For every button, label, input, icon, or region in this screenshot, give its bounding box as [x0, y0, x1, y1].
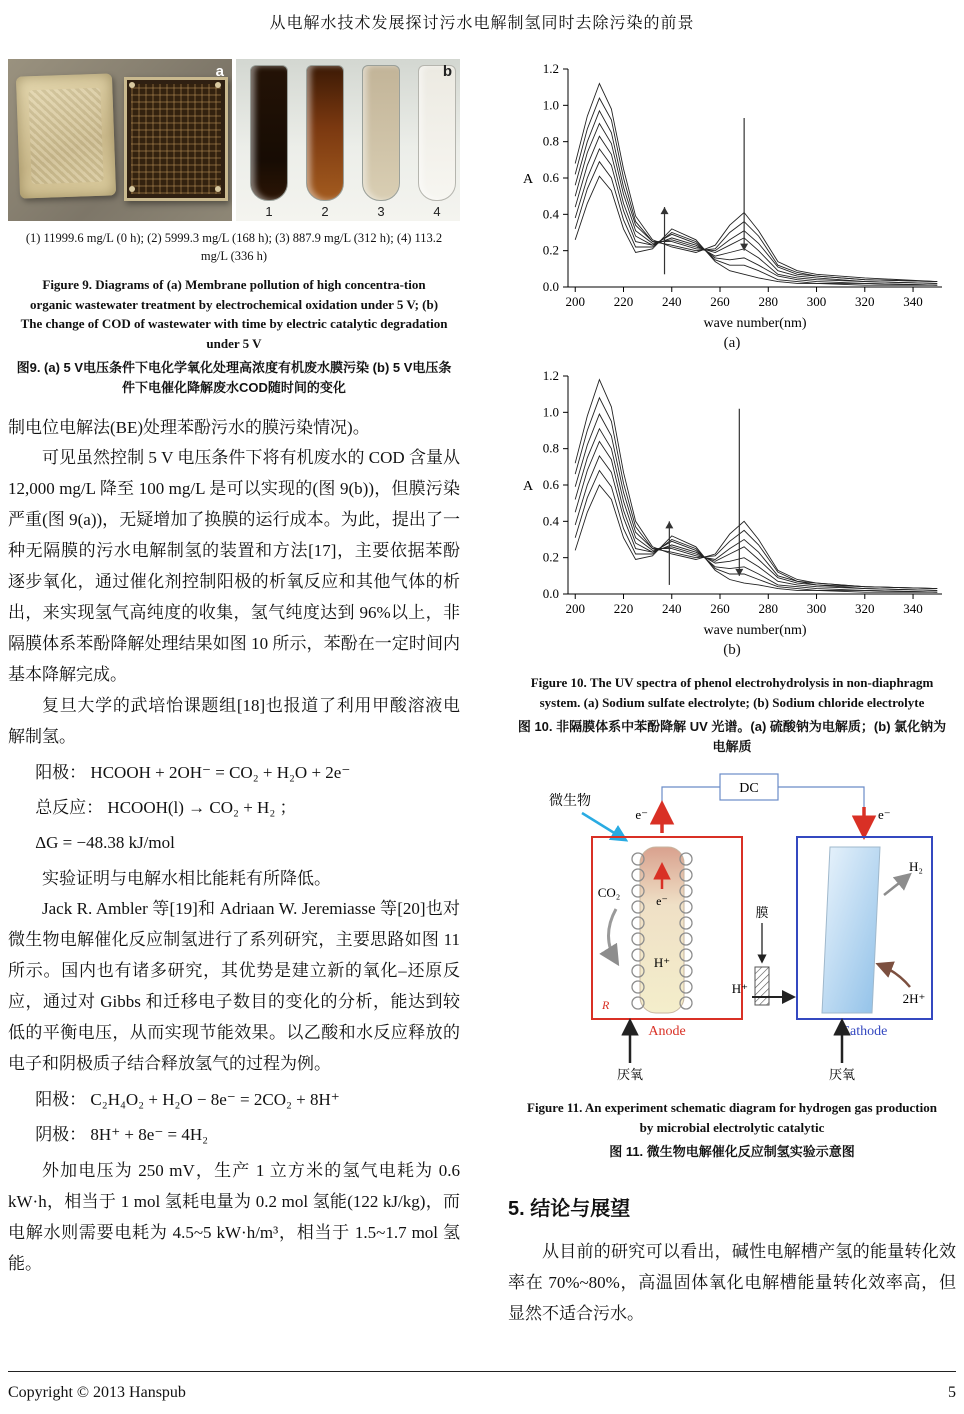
- page-number: 5: [948, 1384, 956, 1401]
- page-footer: [8, 1371, 956, 1402]
- x-tick-label: 340: [903, 294, 923, 309]
- test-tube-2: [306, 65, 344, 219]
- spectrum-curve: [575, 485, 937, 592]
- figure10-caption-zh: 图 10. 非隔膜体系中苯酚降解 UV 光谱。(a) 硫酸钠为电解质；(b) 氯化钠为电解质: [517, 719, 947, 755]
- figure10-caption-en: Figure 10. The UV spectra of phenol electrohydrolysis in non-diaphragm system. (a) Sodium sulfate electrolyte; (b) Sodium chloride electrolyte: [530, 675, 934, 710]
- h2-label: H₂: [909, 859, 923, 875]
- x-tick-label: 200: [565, 601, 585, 616]
- spectrum-curve: [575, 84, 937, 282]
- x-tick-label: 200: [565, 294, 585, 309]
- y-tick-label: 0.2: [542, 242, 559, 258]
- photo-label-a: a: [215, 63, 224, 80]
- membrane-clean-image: [16, 73, 116, 198]
- figure9-photo-testtubes: [236, 59, 460, 221]
- y-tick-label: 0.8: [542, 133, 559, 149]
- spectrum-curve: [575, 456, 937, 592]
- spectrum-curve: [575, 398, 937, 589]
- co2-label: CO₂: [597, 885, 621, 901]
- reaction-equation: 阳极： HCOOH + 2OH⁻ = CO₂ + H₂O + 2e⁻: [35, 762, 351, 782]
- wire-left: [662, 787, 720, 831]
- body-paragraph: 实验证明与电解水相比能耗有所降低。: [42, 868, 331, 888]
- body-paragraph: 外加电压为 250 mV，生产 1 立方米的氢气电耗为 0.6 kW·h，相当于 1 mol 氢耗电量为 0.2 mol 氢能(122 kJ/kg)，而电解水则需要电耗为 4.5~5 kW·h/m³，相当于 1.5~1.7 mol 氢能。: [8, 1160, 460, 1273]
- microbe-label: 微生物: [549, 792, 591, 809]
- y-tick-label: 1.2: [542, 368, 559, 383]
- x-tick-label: 340: [903, 601, 923, 616]
- membrane-strip: [755, 967, 769, 1005]
- x-axis-label: wave number(nm): [703, 623, 807, 638]
- y-axis-label: A: [522, 172, 534, 187]
- uv-spectrum-chart-a: [512, 59, 952, 331]
- dc-label: DC: [739, 781, 759, 797]
- conclusion-paragraph: 从目前的研究可以看出，碱性电解槽产氢的能量转化效率在 70%~80%，高温固体氧化电解槽能量转化效率高，但显然不适合污水。: [508, 1242, 956, 1324]
- y-tick-label: 0.4: [542, 206, 559, 222]
- anode-label: Anode: [648, 1024, 686, 1040]
- figure11-schematic: [512, 771, 952, 1083]
- x-axis-label: wave number(nm): [703, 316, 807, 331]
- x-tick-label: 220: [613, 601, 634, 616]
- cathode-electrode: [822, 847, 880, 1013]
- spectrum-curve: [575, 136, 937, 283]
- x-tick-label: 260: [710, 294, 730, 309]
- x-tick-label: 220: [613, 294, 634, 309]
- y-tick-label: 0.0: [542, 279, 559, 294]
- copyright-text: Copyright © 2013 Hanspub: [8, 1384, 186, 1401]
- y-tick-label: 0.0: [542, 586, 559, 601]
- test-tube-4: [418, 65, 456, 219]
- membrane-label: 膜: [755, 905, 769, 921]
- tube-number: 2: [321, 204, 329, 219]
- co2-flow-arrow: [609, 909, 617, 961]
- electron-label-inner: e⁻: [656, 894, 668, 909]
- figure9-caption-en: Figure 9. Diagrams of (a) Membrane pollution of high concentra-tion organic wastewater treatment by electrochemical oxidation under 5 V; (b) The change of COD of wastewater with time by electric catalytic degradation under 5 V: [20, 277, 448, 351]
- body-paragraph: 可见虽然控制 5 V 电压条件下将有机废水的 COD 含量从 12,000 mg/L 降至 100 mg/L 是可以实现的(图 9(b))，但膜污染严重(图 9(a))，无疑增加了换膜的运行成本。为此，提出了一种无隔膜的污水电解制氢的装置和方法[17]，主要依据苯酚逐步氧化，通过催化剂控制阳极的析氧反应和其他气体的析出，来实现氢气高纯度的收集，氢气纯度达到 96%以上，非隔膜体系苯酚降解处理结果如图 10 所示，苯酚在一定时间内基本降解完成。: [8, 448, 460, 685]
- x-tick-label: 300: [806, 294, 827, 309]
- x-tick-label: 240: [662, 294, 682, 309]
- photo-label-b: b: [442, 63, 452, 80]
- y-axis-label: A: [522, 479, 534, 494]
- test-tube-3: [362, 65, 400, 219]
- x-tick-label: 280: [758, 294, 779, 309]
- y-tick-label: 0.6: [542, 477, 559, 492]
- spectrum-curve: [575, 414, 937, 588]
- body-paragraph: 制电位电解法(BE)处理苯酚污水的膜污染情况)。: [8, 417, 370, 437]
- figure9-caption-zh: 图9. (a) 5 V电压条件下电化学氧化处理高浓度有机废水膜污染 (b) 5 V电压条件下电催化降解废水COD随时间的变化: [16, 360, 452, 396]
- anaerobic-label-right: 厌氧: [828, 1067, 856, 1083]
- reaction-equation: 阴极： 8H⁺ + 8e⁻ = 4H₂: [35, 1124, 209, 1144]
- r-label: R: [602, 998, 610, 1013]
- spectrum-curve: [575, 441, 937, 590]
- figure11-caption-zh: 图 11. 微生物电解催化反应制氢实验示意图: [609, 1144, 855, 1160]
- x-tick-label: 240: [662, 601, 682, 616]
- y-tick-label: 1.2: [542, 61, 559, 76]
- y-tick-label: 0.6: [542, 170, 559, 185]
- trend-arrowhead: [661, 207, 669, 214]
- figure9-photos: [8, 59, 460, 221]
- tube-number: 3: [377, 204, 385, 219]
- x-tick-label: 280: [758, 601, 779, 616]
- reaction-equation: ΔG = −48.38 kJ/mol: [35, 832, 175, 852]
- two-column-layout: [0, 33, 964, 1330]
- electron-label-right: e⁻: [878, 807, 891, 823]
- tube-number: 1: [265, 204, 273, 219]
- right-column: [508, 59, 956, 1330]
- y-tick-label: 0.8: [542, 440, 559, 456]
- section-heading: 5. 结论与展望: [508, 1198, 631, 1221]
- x-tick-label: 320: [855, 294, 875, 309]
- y-tick-label: 0.4: [542, 513, 559, 529]
- anaerobic-label-left: 厌氧: [616, 1067, 644, 1083]
- body-paragraph: Jack R. Ambler 等[19]和 Adriaan W. Jeremiasse 等[20]也对微生物电解催化反应制氢进行了系列研究，主要思路如图 11 所示。国内也有诸多研究，其优势是建立新的氧化–还原反应，通过对 Gibbs 和迁移电子数目的变化的分析，能达到较低的平衡电压，从而实现节能效果。以乙酸和水反应释放的电子和阴极质子结合释放氢气的过程为例。: [8, 899, 460, 1074]
- x-tick-label: 300: [806, 601, 827, 616]
- proton-return-arrow: [880, 965, 910, 987]
- wire-right: [778, 787, 864, 831]
- left-column: [8, 59, 460, 1330]
- x-tick-label: 320: [855, 601, 875, 616]
- trend-arrowhead: [735, 569, 743, 576]
- spectrum-curve: [575, 471, 937, 593]
- chart-a-sublabel: (a): [723, 335, 741, 351]
- spectrum-curve: [575, 149, 937, 285]
- cathode-label: Cathode: [840, 1024, 888, 1040]
- tube-number: 4: [433, 204, 441, 219]
- proton-label-inner: H⁺: [653, 955, 671, 971]
- two-proton-label: 2H⁺: [902, 991, 926, 1007]
- spectrum-curve: [575, 429, 937, 591]
- reaction-equation: 总反应： HCOOH(l) → CO₂ + H₂ ；: [35, 797, 297, 817]
- electron-label-left: e⁻: [635, 807, 648, 823]
- test-tube-1: [250, 65, 288, 219]
- microbe-pointer-arrow: [582, 813, 624, 839]
- figure9-subcaption: (1) 11999.6 mg/L (0 h); (2) 5999.3 mg/L (168 h); (3) 887.9 mg/L (312 h); (4) 113.2 mg/L (336 h): [25, 231, 443, 264]
- figure11-caption-en: Figure 11. An experiment schematic diagram for hydrogen gas production by microbial electrolytic catalytic: [527, 1100, 937, 1135]
- figure9-photo-membranes: [8, 59, 232, 221]
- trend-arrowhead: [665, 521, 673, 528]
- spectrum-curve: [575, 124, 937, 284]
- y-tick-label: 1.0: [542, 97, 559, 113]
- spectrum-curve: [575, 162, 937, 286]
- page-title: 从电解水技术发展探讨污水电解制氢同时去除污染的前景: [269, 15, 695, 32]
- reaction-equation: 阳极： C₂H₄O₂ + H₂O − 8e⁻ = 2CO₂ + 8H⁺: [35, 1090, 340, 1110]
- proton-flow-label: H⁺: [731, 981, 748, 997]
- h2-flow-arrow: [884, 876, 908, 895]
- body-text: [8, 413, 460, 1280]
- y-tick-label: 1.0: [542, 404, 559, 420]
- body-paragraph: 复旦大学的武培怡课题组[18]也报道了利用甲酸溶液电解制氢。: [8, 695, 460, 746]
- spectrum-curve: [575, 98, 937, 282]
- figure11-container: [512, 771, 952, 1088]
- membrane-fouled-image: [124, 77, 228, 201]
- x-tick-label: 260: [710, 601, 730, 616]
- uv-spectrum-chart-b: [512, 366, 952, 638]
- chart-b-sublabel: (b): [723, 642, 741, 658]
- y-tick-label: 0.2: [542, 549, 559, 565]
